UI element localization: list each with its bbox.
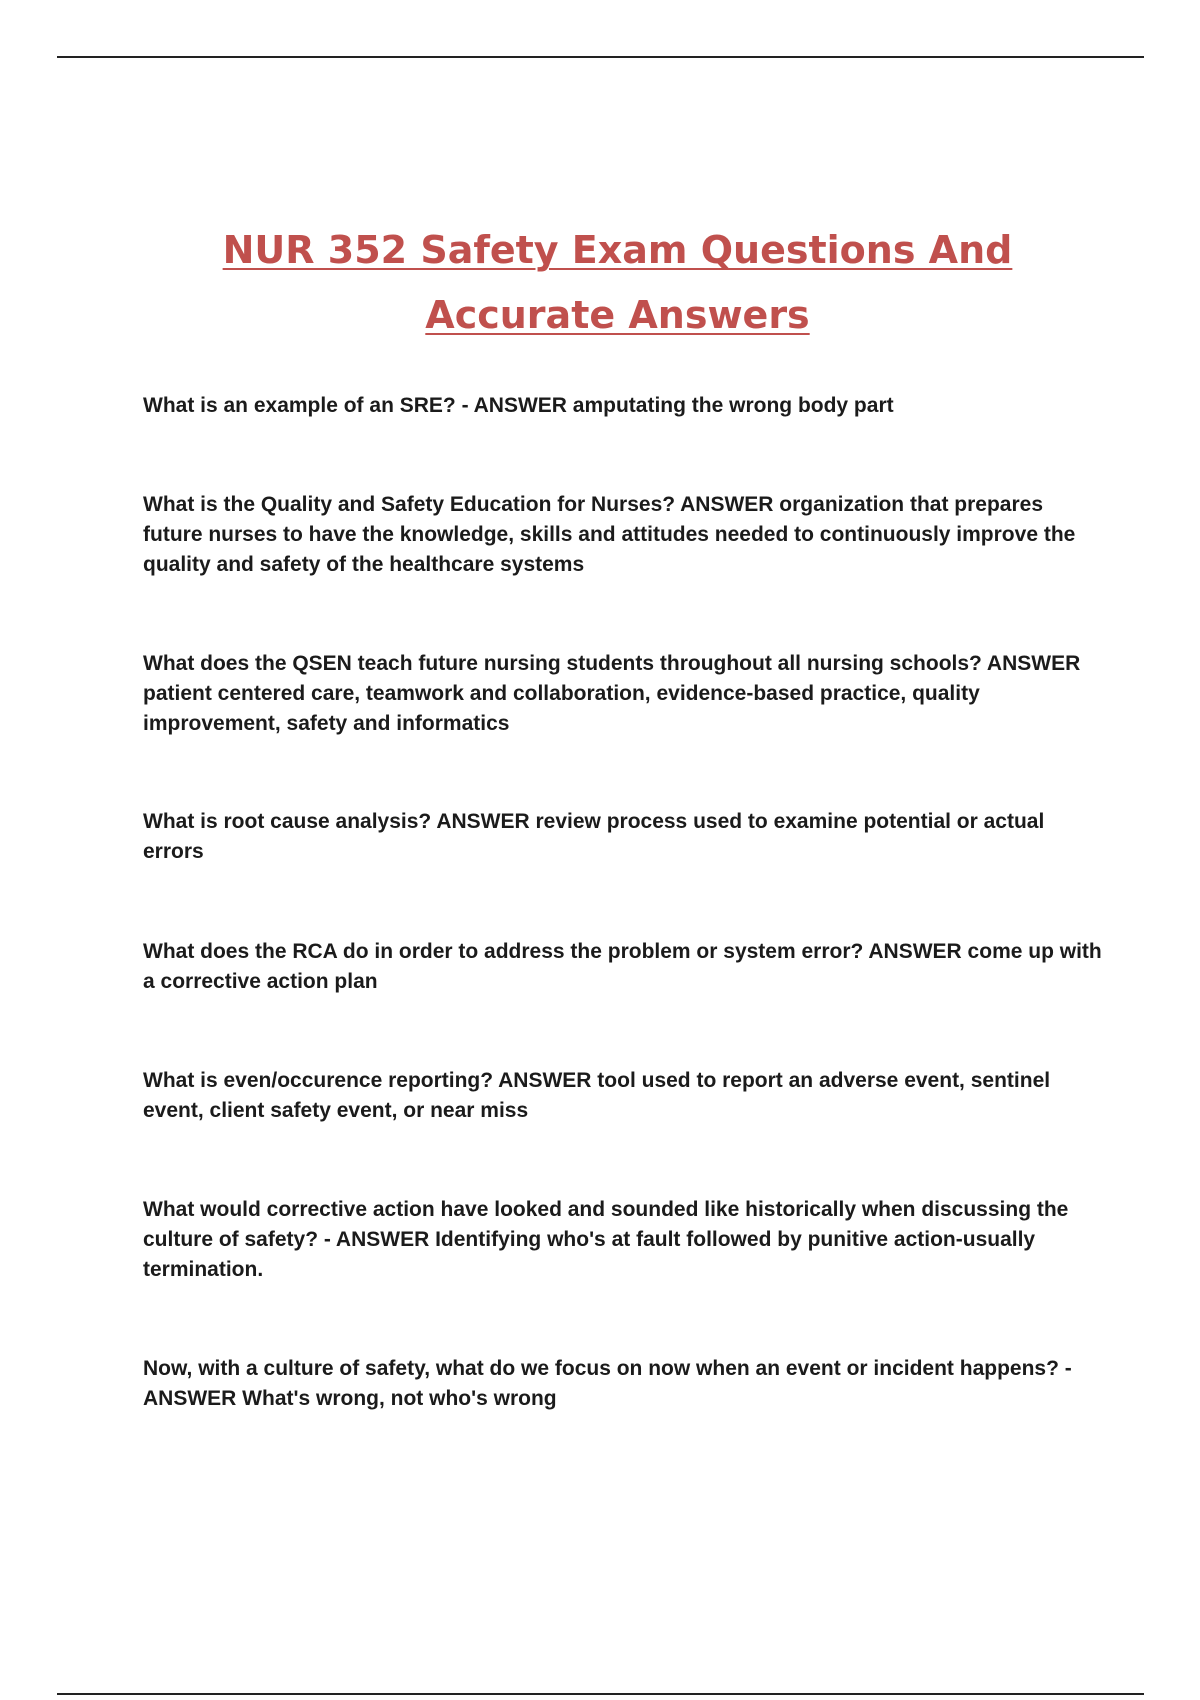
qa-item-8: Now, with a culture of safety, what do we focus on now when an event or incident happens? - ANSWER What's wrong, not who's wrong	[143, 1357, 1072, 1410]
qa-item-4: What is root cause analysis? ANSWER review process used to examine potential or actual errors	[143, 810, 1045, 863]
page-title	[150, 218, 1085, 348]
bottom-rule	[57, 1693, 1144, 1695]
qa-item-2: What is the Quality and Safety Education for Nurses? ANSWER organization that prepares future nurses to have the knowledge, skills and attitudes needed to continuously improve the quality and safety of the healthcare systems	[143, 493, 1076, 576]
qa-item-5: What does the RCA do in order to address the problem or system error? ANSWER come up with a corrective action plan	[143, 940, 1102, 993]
qa-item-7: What would corrective action have looked and sounded like historically when discussing the culture of safety? - ANSWER Identifying who's at fault followed by punitive action-usually termination.	[143, 1198, 1069, 1281]
top-rule	[57, 56, 1144, 58]
title-line-2: Accurate Answers	[425, 293, 810, 338]
qa-item-6: What is even/occurence reporting? ANSWER tool used to report an adverse event, sentinel event, client safety event, or near miss	[143, 1069, 1051, 1122]
qa-item-1: What is an example of an SRE? - ANSWER amputating the wrong body part	[143, 394, 894, 417]
title-line-1: NUR 352 Safety Exam Questions And	[222, 228, 1013, 273]
qa-item-3: What does the QSEN teach future nursing students throughout all nursing schools? ANSWER patient centered care, teamwork and collaboration, evidence-based practice, quality improvement, safety and informatics	[143, 652, 1081, 735]
